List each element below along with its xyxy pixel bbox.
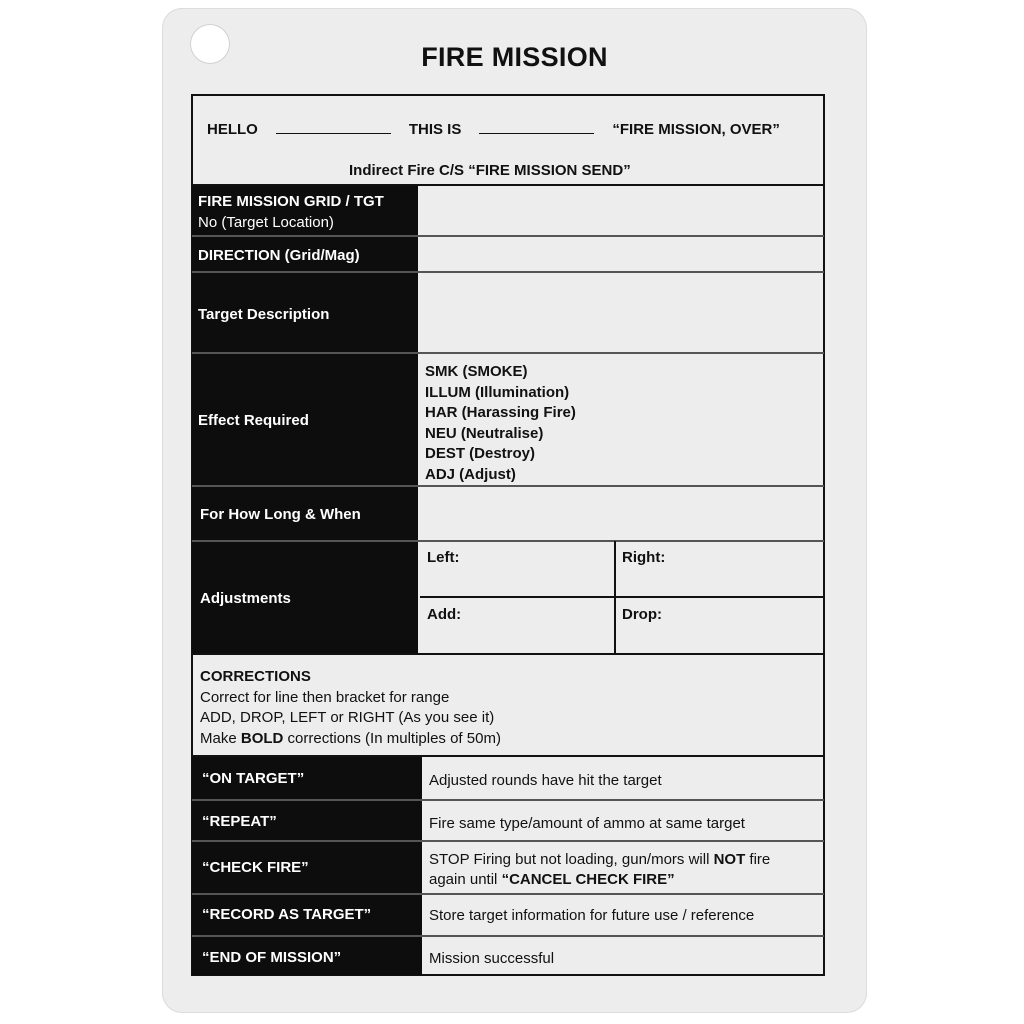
desc-record-as-target: Store target information for future use / reference: [429, 907, 755, 924]
corrections-heading: CORRECTIONS: [200, 668, 311, 685]
send-line: Indirect Fire C/S “FIRE MISSION SEND”: [349, 162, 631, 179]
desc-on-target: Adjusted rounds have hit the target: [429, 772, 662, 789]
grid-label-1: FIRE MISSION GRID / TGT: [198, 193, 384, 210]
desc-end-of-mission: Mission successful: [429, 950, 555, 967]
left-field-label: Left:: [427, 549, 460, 566]
effect-smoke: SMK (SMOKE): [425, 363, 528, 380]
direction-label: DIRECTION (Grid/Mag): [198, 247, 360, 264]
target-description-label: Target Description: [198, 306, 330, 323]
grid-input[interactable]: [420, 186, 824, 235]
command-end-of-mission: “END OF MISSION”: [202, 949, 342, 966]
command-repeat: “REPEAT”: [202, 813, 277, 830]
adjustments-label: Adjustments: [200, 590, 291, 607]
effect-illum: ILLUM (Illumination): [425, 383, 570, 401]
effect-har: HAR (Harassing Fire): [425, 404, 576, 421]
this-is-label: THIS IS: [408, 121, 462, 138]
fire-mission-over-label: “FIRE MISSION, OVER”: [612, 121, 780, 138]
effect-neu: NEU (Neutralise): [425, 424, 544, 442]
desc-check-fire: STOP Firing but not loading, gun/mors will NOT fire again until “CANCEL CHECK FIRE”: [429, 851, 771, 888]
header-line: [207, 121, 780, 138]
how-long-input[interactable]: [420, 487, 824, 540]
command-check-fire: “CHECK FIRE”: [202, 859, 309, 876]
page-title: FIRE MISSION: [421, 42, 608, 72]
corrections-line-1: Correct for line then bracket for range: [200, 688, 450, 706]
effects-list: [425, 362, 576, 485]
right-field-label: Right:: [622, 549, 666, 566]
effect-adj: ADJ (Adjust): [425, 465, 516, 483]
desc-repeat: Fire same type/amount of ammo at same target: [429, 815, 745, 832]
target-description-input[interactable]: [420, 273, 824, 352]
effect-dest: DEST (Destroy): [425, 445, 536, 462]
this-is-blank[interactable]: [479, 121, 594, 134]
drop-field-label: Drop:: [622, 606, 662, 623]
how-long-label: For How Long & When: [200, 506, 361, 523]
add-field-label: Add:: [427, 606, 462, 623]
hello-label: HELLO: [207, 121, 258, 138]
command-on-target: “ON TARGET”: [202, 770, 305, 787]
corrections-block: [200, 667, 501, 749]
hello-blank[interactable]: [276, 121, 391, 134]
corrections-line-3: Make BOLD corrections (In multiples of 50m): [200, 729, 501, 747]
grid-label-2: No (Target Location): [198, 214, 334, 231]
command-record-as-target: “RECORD AS TARGET”: [202, 906, 372, 923]
corrections-line-2: ADD, DROP, LEFT or RIGHT (As you see it): [200, 709, 495, 726]
direction-input[interactable]: [420, 237, 824, 271]
effect-required-label: Effect Required: [198, 412, 309, 429]
